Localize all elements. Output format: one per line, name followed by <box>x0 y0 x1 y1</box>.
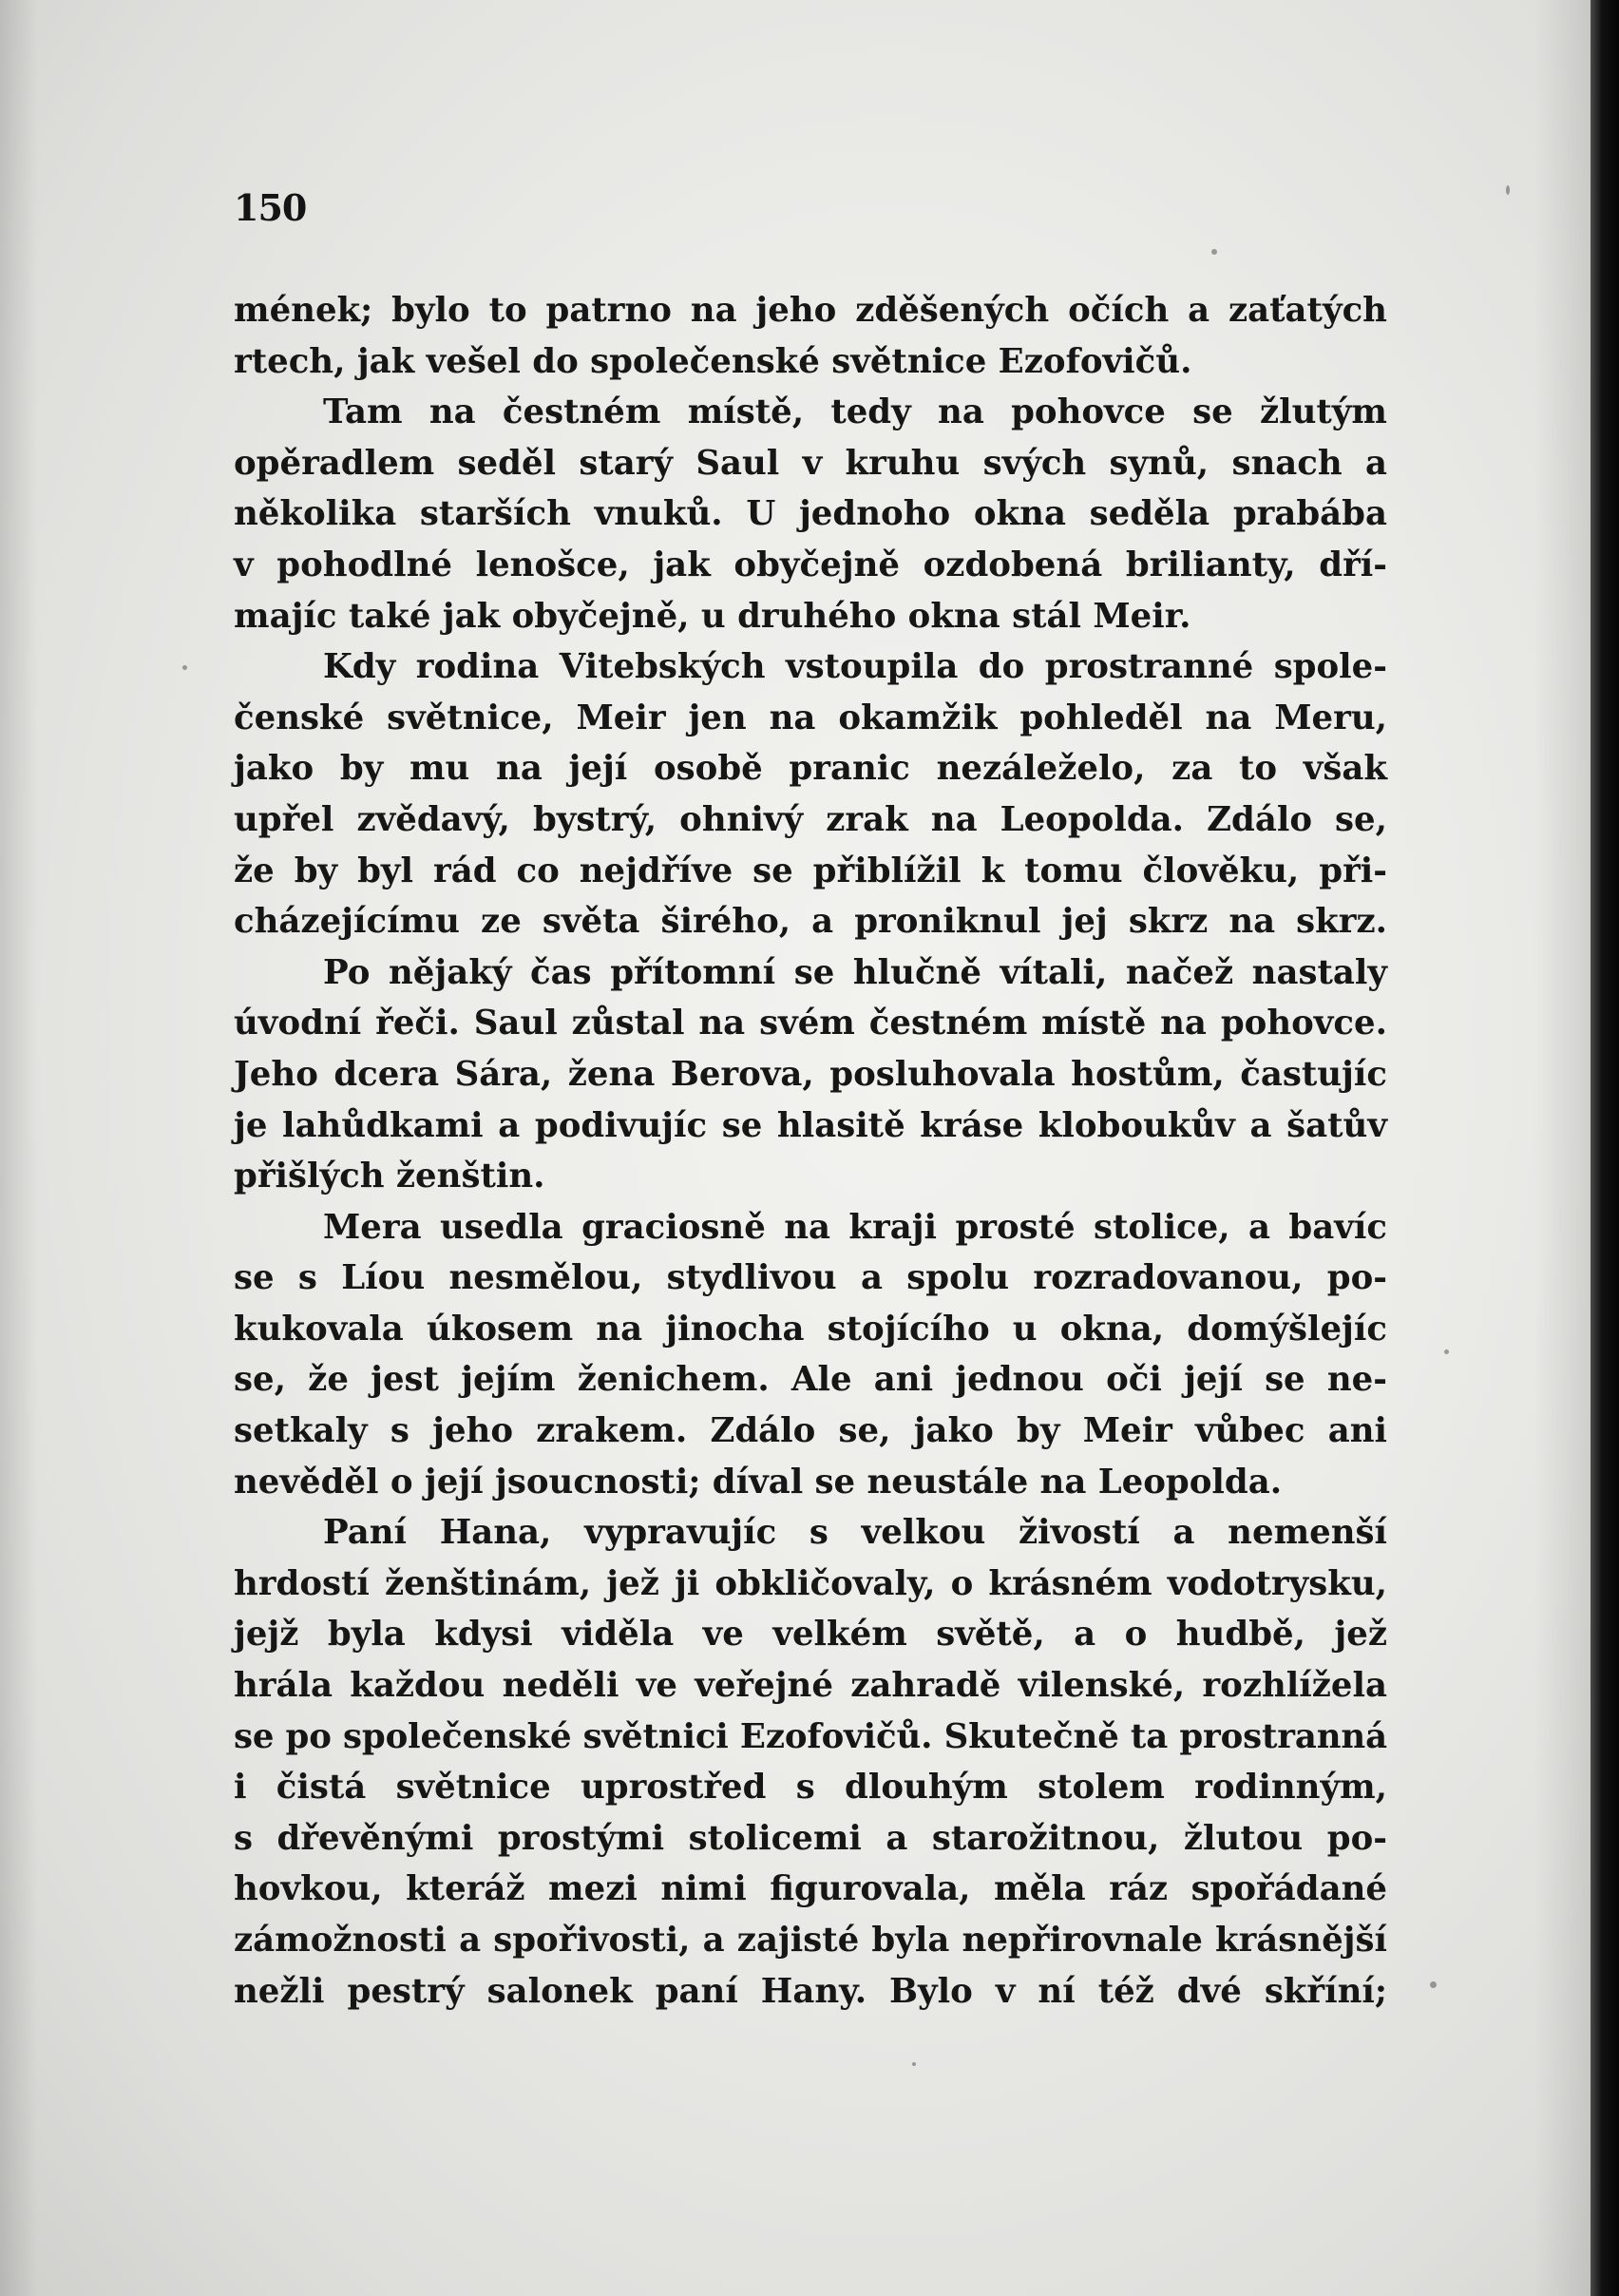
scan-speck <box>1506 185 1510 195</box>
text-line: jako by mu na její osobě pranic nezáleželo, za to však <box>234 749 1387 789</box>
text-line: několika starších vnuků. U jednoho okna seděla prabába <box>234 494 1387 534</box>
text-line: mének; bylo to patrno na jeho zděšených očích a zaťatých <box>234 291 1387 330</box>
text-line: hovkou, kteráž mezi nimi figurovala, měla ráz spořádané <box>234 1869 1387 1909</box>
text-line: zámožnosti a spořivosti, a zajisté byla nepřirovnale krásnější <box>234 1921 1387 1960</box>
paragraph-first-line: Paní Hana, vypravujíc s velkou živostí a nemenší <box>323 1513 1387 1553</box>
text-line: jejž byla kdysi viděla ve velkém světě, a o hudbě, jež <box>234 1615 1387 1655</box>
text-line: rtech, jak vešel do společenské světnice Ezofovičů. <box>234 341 1192 381</box>
text-line: hrála každou neděli ve veřejné zahradě vilenské, rozhlížela <box>234 1666 1387 1706</box>
scan-speck <box>912 2062 916 2066</box>
text-line: s dřevěnými prostými stolicemi a starožitnou, žlutou po- <box>234 1818 1387 1858</box>
text-line: setkaly s jeho zrakem. Zdálo se, jako by Meir vůbec ani <box>234 1411 1387 1451</box>
text-line: upřel zvědavý, bystrý, ohnivý zrak na Leopolda. Zdálo se, <box>234 799 1387 839</box>
paragraph-first-line: Kdy rodina Vitebských vstoupila do prostranné spole- <box>323 647 1387 687</box>
text-line: nežli pestrý salonek paní Hany. Bylo v ní též dvé skříní; <box>234 1971 1387 2011</box>
text-line: nevěděl o její jsoucnosti; díval se neustále na Leopolda. <box>234 1462 1283 1502</box>
page-gutter-shadow <box>0 0 38 2296</box>
paragraph-first-line: Mera usedla graciosně na kraji prosté stolice, a bavíc <box>323 1207 1387 1247</box>
paragraph-first-line: Tam na čestném místě, tedy na pohovce se žlutým <box>323 392 1387 432</box>
text-line: kukovala úkosem na jinocha stojícího u okna, domýšlejíc <box>234 1309 1387 1349</box>
text-line: majíc také jak obyčejně, u druhého okna stál Meir. <box>234 596 1191 636</box>
text-line: se s Líou nesmělou, stydlivou a spolu rozradovanou, po- <box>234 1258 1387 1298</box>
text-line: se po společenské světnici Ezofovičů. Skutečně ta prostranná <box>234 1716 1388 1756</box>
body-text <box>234 285 1387 2017</box>
text-line: opěradlem seděl starý Saul v kruhu svých synů, snach a <box>234 443 1387 483</box>
page-edge-shadow <box>1533 0 1590 2296</box>
paragraph-first-line: Po nějaký čas přítomní se hlučně vítali, načež nastaly <box>323 952 1387 992</box>
scan-speck <box>1211 249 1217 255</box>
text-line: přišlých ženštin. <box>234 1157 545 1196</box>
text-line: i čistá světnice uprostřed s dlouhým stolem rodinným, <box>234 1768 1387 1808</box>
scan-speck <box>1444 1349 1449 1354</box>
text-line: je lahůdkami a podivujíc se hlasitě kráse kloboukův a šatův <box>234 1105 1387 1145</box>
scan-speck <box>1430 1981 1437 1988</box>
text-line: se, že jest jejím ženichem. Ale ani jednou oči její se ne- <box>234 1360 1387 1400</box>
text-line: cházejícímu ze světa širého, a proniknul jej skrz na skrz. <box>234 902 1387 942</box>
text-line: Jeho dcera Sára, žena Berova, posluhovala hostům, častujíc <box>234 1054 1387 1094</box>
scan-speck <box>182 665 187 670</box>
text-line: hrdostí ženštinám, jež ji obkličovaly, o krásném vodotrysku, <box>234 1563 1387 1603</box>
text-line: úvodní řeči. Saul zůstal na svém čestném místě na pohovce. <box>234 1004 1387 1043</box>
page-edge-dark-border <box>1590 0 1619 2296</box>
text-line: v pohodlné lenošce, jak obyčejně ozdobená brilianty, dří- <box>234 545 1387 584</box>
page-number: 150 <box>234 186 307 229</box>
text-line: že by byl rád co nejdříve se přiblížil k tomu člověku, při- <box>234 851 1387 890</box>
text-line: čenské světnice, Meir jen na okamžik pohleděl na Meru, <box>234 698 1387 737</box>
